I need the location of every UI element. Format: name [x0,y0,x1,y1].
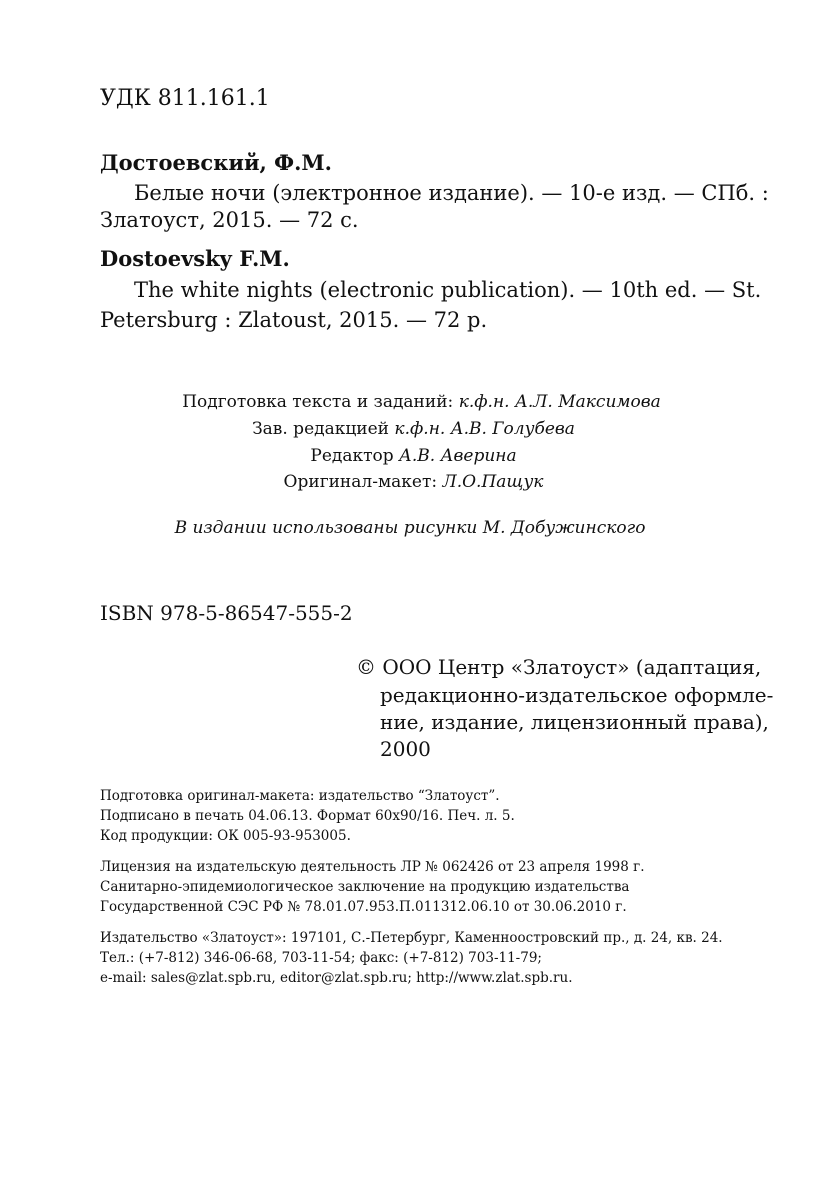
copyright-line-3: ние, издание, лицензионный права), [380,710,769,734]
credit-label: Подготовка текста и заданий: [182,392,454,412]
isbn: ISBN 978-5-86547-555-2 [100,601,353,625]
publisher-address: Издательство «Златоуст»: 197101, С.-Петербург, Каменноостровский пр., д. 24, кв. 24. [100,930,723,946]
ru-description-line-1: Белые ночи (электронное издание). — 10-е изд. — СПб. : [134,181,769,205]
publisher-phone: Тел.: (+7-812) 346-06-68, 703-11-54; факс: (+7-812) 703-11-79; [100,950,542,966]
credit-label: Зав. редакцией [252,419,390,439]
credit-editor-in-chief [0,419,827,439]
imprint-line: Подготовка оригинал-макета: издательство “Златоуст”. [100,788,500,804]
credit-value: А.В. Аверина [399,446,517,466]
udk-code: УДК 811.161.1 [100,86,270,111]
license-line: Лицензия на издательскую деятельность ЛР № 062426 от 23 апреля 1998 г. [100,859,645,875]
copyright-line-1: © ООО Центр «Златоуст» (адаптация, [356,655,762,679]
copyright-line-4: 2000 [380,737,431,761]
ru-description-line-2: Златоуст, 2015. — 72 с. [100,208,359,232]
en-author: Dostoevsky F.M. [100,246,290,271]
license-line: Государственной СЭС РФ № 78.01.07.953.П.011312.06.10 от 30.06.2010 г. [100,899,627,915]
credit-label: Редактор [310,446,394,466]
credit-editor [0,446,827,466]
ru-author: Достоевский, Ф.М. [100,150,332,175]
credit-text-preparation [0,392,827,412]
license-line: Санитарно-эпидемиологическое заключение на продукцию издательства [100,879,630,895]
imprint-line: Код продукции: ОК 005-93-953005. [100,828,351,844]
publisher-email: e-mail: sales@zlat.spb.ru, editor@zlat.spb.ru; http://www.zlat.spb.ru. [100,970,573,986]
copyright-line-2: редакционно-издательское оформле- [380,683,774,707]
credit-layout [0,472,827,492]
imprint-line: Подписано в печать 04.06.13. Формат 60x90/16. Печ. л. 5. [100,808,515,824]
credit-value: Л.О.Пащук [442,472,544,492]
illustrations-note: В издании использованы рисунки М. Добужинского [174,518,646,538]
en-description-line-2: Petersburg : Zlatoust, 2015. — 72 p. [100,308,488,332]
credit-value: к.ф.н. А.В. Голубева [394,419,575,439]
credit-value: к.ф.н. А.Л. Максимова [458,392,661,412]
en-description-line-1: The white nights (electronic publication). — 10th ed. — St. [134,278,762,302]
credit-label: Оригинал-макет: [283,472,438,492]
